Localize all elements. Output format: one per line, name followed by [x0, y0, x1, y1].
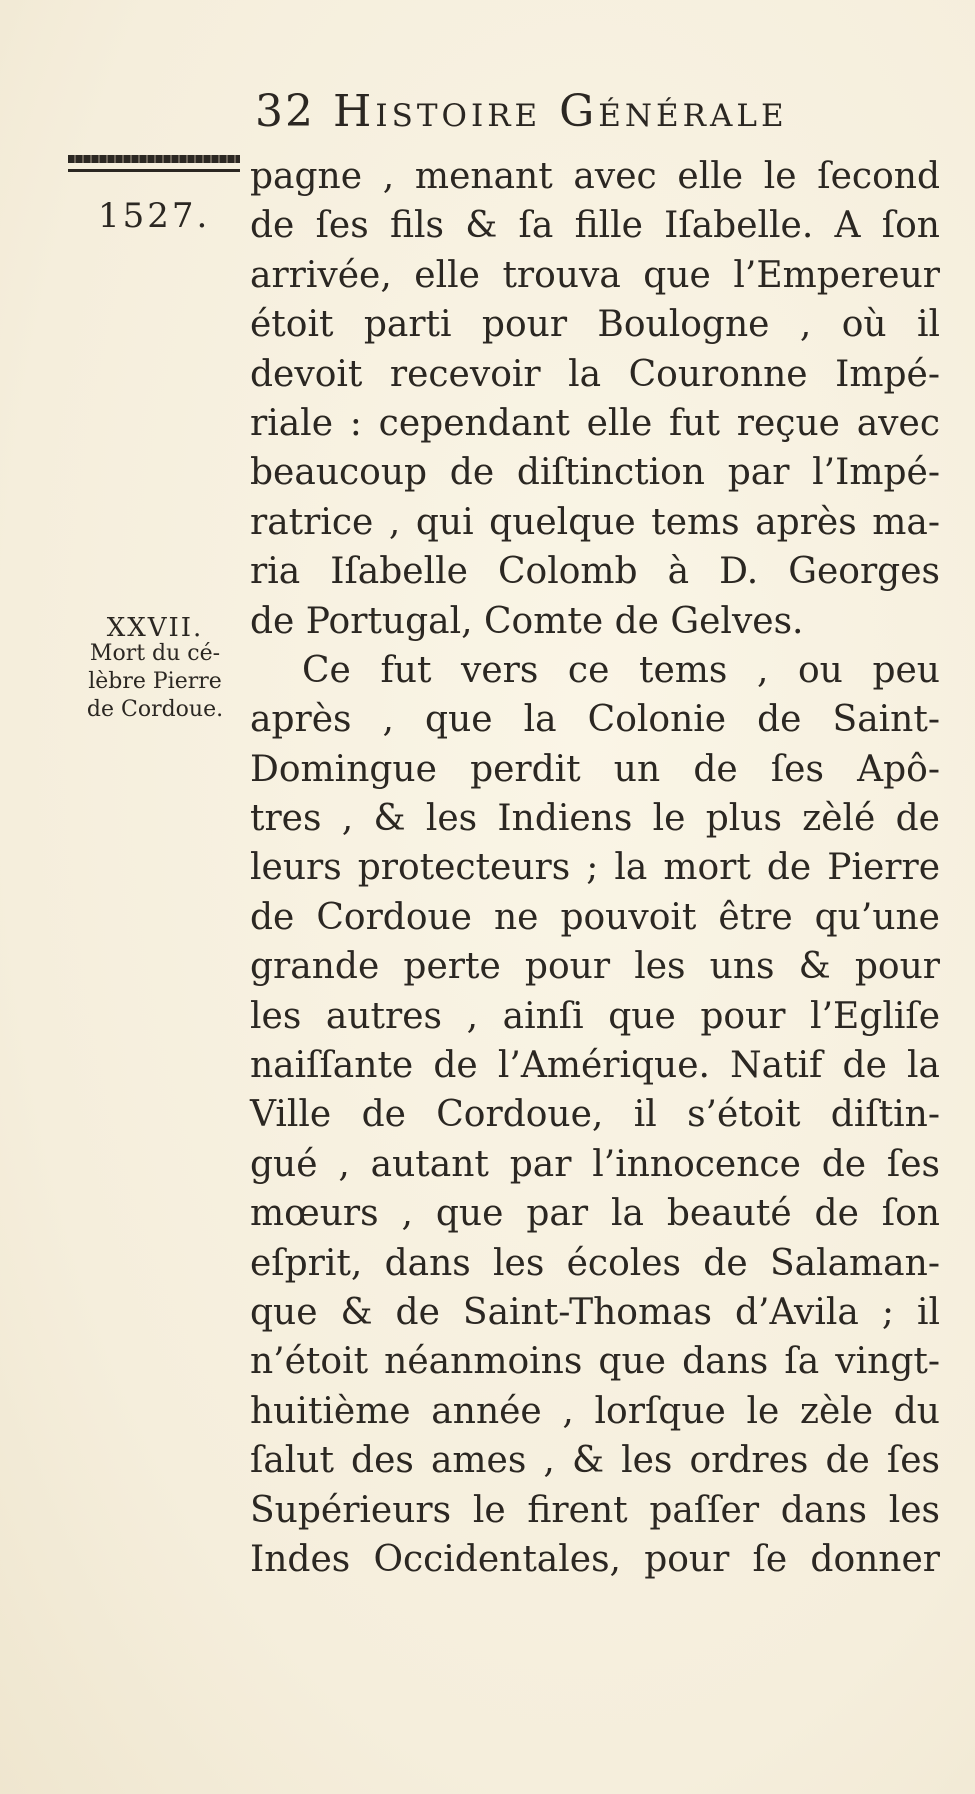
- text-line: huitième année , lorſque le zèle du: [250, 1390, 940, 1432]
- text-line: gué , autant par l’innocence de ſes: [250, 1143, 940, 1185]
- text-line: mœurs , que par la beauté de ſon: [250, 1193, 940, 1235]
- section-numeral: XXVII.: [106, 613, 204, 643]
- text-line: eſprit, dans les écoles de Salaman-: [250, 1242, 940, 1284]
- margin-note-line: Mort du cé-: [89, 641, 221, 666]
- text-line: Indes Occidentales, pour ſe donner: [250, 1538, 940, 1580]
- text-line: ria Iſabelle Colomb à D. Georges: [250, 551, 940, 593]
- margin-note-section: [66, 614, 244, 724]
- running-head: [255, 86, 915, 137]
- text-line: étoit parti pour Boulogne , où il: [250, 304, 940, 346]
- text-line: Domingue perdit un de ſes Apô-: [250, 748, 940, 790]
- body-text: [250, 152, 940, 1584]
- text-line: ratrice , qui quelque tems après ma-: [250, 501, 940, 543]
- paragraph-start-line: Ce fut vers ce tems , ou peu: [302, 649, 940, 691]
- text-line: beaucoup de diſtinction par l’Impé-: [250, 452, 940, 494]
- text-line: de Portugal, Comte de Gelves.: [250, 600, 804, 642]
- text-line: que & de Saint-Thomas d’Avila ; il: [250, 1291, 940, 1333]
- margin-year: 1527.: [98, 196, 211, 236]
- text-line: grande perte pour les uns & pour: [250, 946, 940, 988]
- text-line: leurs protecteurs ; la mort de Pierre: [250, 847, 940, 889]
- running-title: Histoire Générale: [333, 86, 788, 137]
- text-line: tres , & les Indiens le plus zèlé de: [250, 798, 940, 840]
- page-number: 32: [255, 86, 315, 137]
- text-line: les autres , ainſi que pour l’Egliſe: [250, 995, 940, 1037]
- headpiece-ornament: [68, 155, 240, 177]
- text-line: Supérieurs le firent paſſer dans les: [250, 1489, 940, 1531]
- margin-note-line: lèbre Pierre: [88, 669, 222, 694]
- text-line: arrivée, elle trouva que l’Empereur: [250, 254, 940, 296]
- margin-note-line: de Cordoue.: [86, 697, 224, 722]
- text-line: naiſſante de l’Amérique. Natif de la: [250, 1045, 940, 1087]
- text-line: riale : cependant elle fut reçue avec: [250, 402, 940, 444]
- text-line: après , que la Colonie de Saint-: [250, 699, 940, 741]
- text-line: n’étoit néanmoins que dans ſa vingt-: [250, 1341, 940, 1383]
- text-line: ſalut des ames , & les ordres de ſes: [250, 1440, 940, 1482]
- text-line: devoit recevoir la Couronne Impé-: [250, 353, 940, 395]
- text-line: de Cordoue ne pouvoit être qu’une: [250, 896, 940, 938]
- text-line: Ville de Cordoue, il s’étoit diſtin-: [250, 1094, 940, 1136]
- text-line: de ſes fils & ſa fille Iſabelle. A ſon: [250, 205, 940, 247]
- text-line: pagne , menant avec elle le ſecond: [250, 156, 940, 197]
